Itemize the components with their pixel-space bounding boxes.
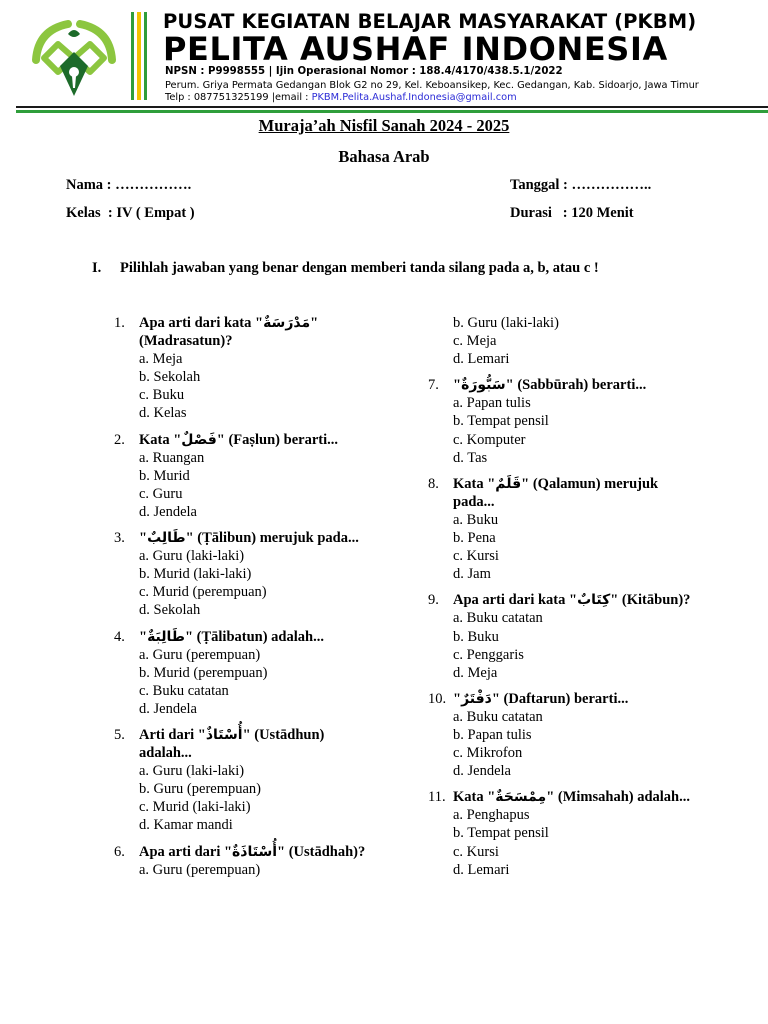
option-a[interactable]: a. Guru (perempuan) (139, 861, 261, 878)
question-8 (428, 475, 698, 584)
option-d[interactable]: d. Jendela (139, 700, 197, 717)
question-suffix: " (Qalamun) merujuk pada... (453, 475, 659, 510)
question-number: 7. (428, 377, 439, 394)
org-contact (165, 92, 517, 103)
question-text (139, 314, 374, 350)
option-c[interactable]: c. Mikrofon (453, 745, 523, 762)
question-number: 3. (114, 530, 125, 547)
question-text (453, 591, 698, 609)
question-2 (114, 431, 374, 521)
tanggal-field: Tanggal : …………….. (510, 177, 652, 193)
option-d[interactable]: d. Kelas (139, 405, 187, 422)
question-prefix: Apa arti dari kata " (139, 315, 264, 331)
option-a[interactable]: a. Guru (perempuan) (139, 646, 261, 663)
option-a[interactable]: a. Papan tulis (453, 395, 531, 412)
section-number: I. (92, 260, 102, 276)
org-address: Perum. Griya Permata Gedangan Blok G2 no 29, Kel. Keboansikep, Kec. Gedangan, Kab. Sidoarjo, Jawa Timur (165, 80, 699, 91)
arabic-word: مِمْسَحَةٌ (495, 789, 547, 806)
question-3 (114, 529, 374, 619)
option-d[interactable]: d. Lemari (453, 861, 510, 878)
question-text (453, 788, 698, 806)
header-rule-green (16, 110, 768, 113)
option-a[interactable]: a. Buku catatan (453, 708, 543, 725)
question-text (453, 690, 698, 708)
option-b[interactable]: b. Papan tulis (453, 726, 532, 743)
question-number: 11. (428, 789, 446, 806)
option-c[interactable]: c. Buku (139, 387, 185, 404)
question-suffix: " (Ṭālibun) merujuk pada... (185, 530, 359, 547)
option-b[interactable]: b. Guru (laki-laki) (453, 315, 559, 331)
option-d[interactable]: d. Meja (453, 664, 498, 681)
option-a[interactable]: a. Ruangan (139, 449, 205, 466)
question-text (139, 843, 374, 861)
org-type: PUSAT KEGIATAN BELAJAR MASYARAKAT (PKBM) (163, 10, 697, 33)
option-b[interactable]: b. Tempat pensil (453, 413, 549, 430)
option-b[interactable]: b. Murid (perempuan) (139, 664, 268, 681)
question-number: 2. (114, 431, 125, 448)
option-d[interactable]: d. Lemari (453, 351, 510, 368)
section-instruction: Pilihlah jawaban yang benar dengan memberi tanda silang pada a, b, atau c ! (120, 260, 599, 276)
arabic-word: طَالِبٌ (147, 530, 186, 547)
question-prefix: " (139, 530, 148, 547)
question-prefix: Kata " (139, 431, 182, 448)
option-c[interactable]: c. Buku catatan (139, 682, 229, 699)
question-prefix: " (453, 377, 462, 394)
arabic-word: أُسْتَاذَةٌ (232, 843, 278, 860)
option-c[interactable]: c. Guru (139, 485, 183, 502)
option-c[interactable]: c. Penggaris (453, 646, 524, 663)
option-b[interactable]: b. Guru (perempuan) (139, 781, 261, 798)
question-text (139, 431, 374, 449)
question-prefix: Kata " (453, 475, 496, 492)
question-suffix: " (Daftarun) berarti... (491, 690, 629, 707)
option-a[interactable]: a. Guru (laki-laki) (139, 763, 245, 780)
question-6 (114, 843, 374, 879)
question-suffix: " (Faṣlun) berarti... (216, 431, 338, 448)
option-a[interactable]: a. Buku catatan (453, 610, 543, 627)
option-a[interactable]: a. Meja (139, 351, 183, 368)
arabic-word: كِتَابٌ (577, 592, 611, 609)
option-a[interactable]: a. Guru (laki-laki) (139, 548, 245, 565)
exam-title: Muraja’ah Nisfil Sanah 2024 - 2025 (258, 116, 510, 135)
question-text (453, 376, 698, 394)
letterhead (0, 0, 768, 110)
option-b[interactable]: b. Tempat pensil (453, 825, 549, 842)
question-text (139, 529, 374, 547)
question-number: 8. (428, 475, 439, 492)
question-text (139, 628, 374, 646)
question-suffix: " (Kitābun)? (610, 592, 691, 609)
option-d[interactable]: d. Sekolah (139, 602, 201, 619)
question-suffix: " (Ṭālibatun) adalah... (184, 628, 324, 645)
org-name: PELITA AUSHAF INDONESIA (163, 30, 668, 68)
question-9 (428, 591, 698, 681)
question-prefix: " (139, 628, 148, 645)
question-7 (428, 376, 698, 466)
question-prefix: Kata " (453, 789, 496, 806)
org-email-link[interactable]: PKBM.Pelita.Aushaf.Indonesia@gmail.com (311, 92, 517, 103)
question-prefix: Apa arti dari kata " (453, 592, 578, 609)
question-6-continued (428, 314, 698, 368)
arabic-word: مَدْرَسَةٌ (263, 315, 311, 331)
question-number: 6. (114, 843, 125, 860)
option-c[interactable]: c. Murid (perempuan) (139, 584, 267, 601)
org-registration: NPSN : P9998555 | Ijin Operasional Nomor : 188.4/4170/438.5.1/2022 (165, 66, 563, 77)
question-1 (114, 314, 374, 423)
question-prefix: " (453, 690, 462, 707)
arabic-word: سَبُّورَةٌ (461, 377, 506, 394)
question-number: 10. (428, 690, 447, 707)
letterhead-divider-icon (129, 12, 149, 100)
header-rule (16, 106, 768, 108)
arabic-word: أُسْتَاذٌ (205, 726, 243, 743)
question-suffix: " (Sabbūrah) berarti... (505, 377, 647, 394)
arabic-word: قَلَمٌ (495, 475, 522, 492)
arabic-word: دَفْتَرٌ (461, 690, 492, 707)
question-text (453, 475, 698, 511)
arabic-word: طَالِبَةٌ (147, 628, 185, 645)
question-text (139, 726, 374, 762)
question-suffix: " (Mimsahah) adalah... (546, 789, 690, 806)
org-phone: Telp : 087751325199 |email : (165, 92, 312, 103)
kelas-field: Kelas : IV ( Empat ) (66, 205, 195, 221)
option-a[interactable]: a. Buku (453, 511, 499, 528)
question-5 (114, 726, 374, 835)
option-d[interactable]: d. Kamar mandi (139, 817, 233, 834)
option-b[interactable]: b. Sekolah (139, 369, 201, 386)
option-c[interactable]: c. Kursi (453, 843, 499, 860)
question-4 (114, 628, 374, 718)
question-prefix: Arti dari " (139, 726, 206, 743)
questions-right-column (428, 314, 698, 887)
option-b[interactable]: b. Murid (139, 467, 190, 484)
question-number: 9. (428, 592, 439, 609)
question-11 (428, 788, 698, 878)
question-suffix: " (Ustādhah)? (277, 843, 366, 860)
option-d[interactable]: d. Jam (453, 566, 491, 583)
question-10 (428, 690, 698, 780)
option-b[interactable]: b. Murid (laki-laki) (139, 566, 252, 583)
exam-subject: Bahasa Arab (338, 147, 430, 166)
question-number: 1. (114, 315, 125, 331)
option-b[interactable]: b. Pena (453, 530, 496, 547)
option-c[interactable]: c. Murid (laki-laki) (139, 799, 251, 816)
questions-left-column (114, 314, 374, 887)
option-d[interactable]: d. Tas (453, 449, 488, 466)
option-d[interactable]: d. Jendela (139, 503, 197, 520)
arabic-word: فَصْلٌ (181, 431, 217, 448)
question-number: 4. (114, 628, 125, 645)
pkbm-logo-icon (28, 14, 120, 102)
option-c[interactable]: c. Meja (453, 333, 497, 350)
nama-field: Nama : ……………. (66, 177, 192, 193)
question-number: 5. (114, 726, 125, 743)
question-suffix: " (Ustādhun) adalah... (139, 726, 325, 762)
option-a[interactable]: a. Penghapus (453, 807, 530, 824)
durasi-field: Durasi : 120 Menit (510, 205, 634, 221)
option-c[interactable]: c. Komputer (453, 431, 526, 448)
option-d[interactable]: d. Jendela (453, 763, 511, 780)
question-suffix: " (Madrasatun)? (139, 315, 319, 350)
option-c[interactable]: c. Kursi (453, 548, 499, 565)
section-heading (92, 260, 599, 277)
option-b[interactable]: b. Buku (453, 628, 499, 645)
question-prefix: Apa arti dari " (139, 843, 233, 860)
